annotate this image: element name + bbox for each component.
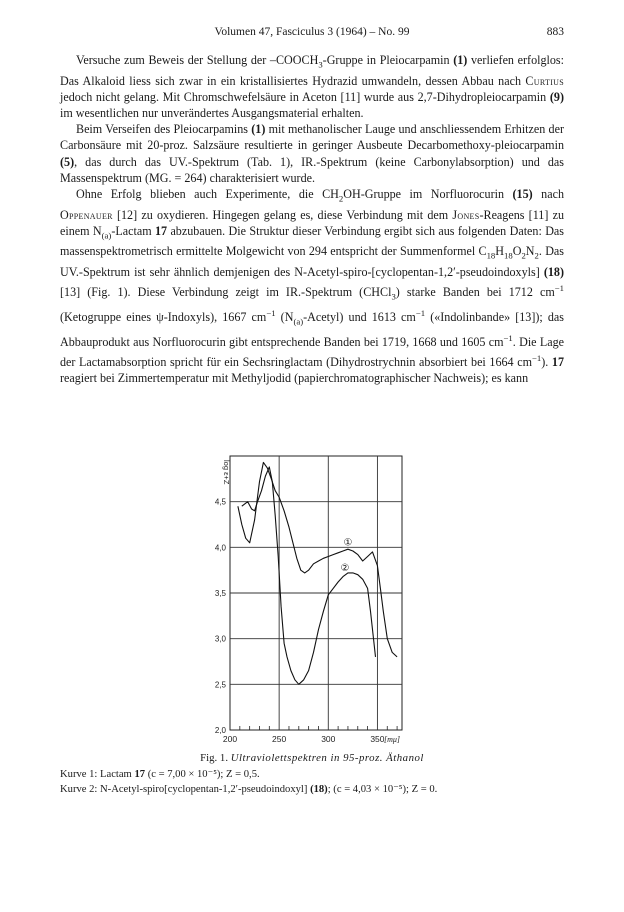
author-name: Curtius [525, 73, 564, 88]
running-header [60, 26, 564, 42]
text-run: -Reagens [11] zu einem N [60, 207, 564, 238]
text-run: Versuche zum Beweis der Stellung der –COOCH [76, 53, 319, 67]
series-label-1: ① [343, 537, 353, 549]
superscript: −1 [531, 352, 542, 363]
text-run: -Gruppe in Pleiocarpamin [322, 53, 454, 67]
subscript: (a) [101, 230, 112, 241]
text-run: OH-Gruppe im Norfluorocurin [343, 187, 513, 202]
paragraph [60, 52, 564, 121]
uv-spectrum-chart [190, 448, 420, 750]
superscript: −1 [554, 283, 564, 294]
curve-2-description [60, 783, 580, 798]
y-tick-label: 2,0 [214, 726, 226, 735]
compound-ref: (1) [251, 122, 266, 137]
subscript: 18 [486, 250, 496, 261]
text-run: mit methanolischer Lauge und anschliessendem Erhitzen der Carbonsäure mit 20-proz. Salzsäure resultierte in geringer Ausbeute Decarbomethoxy-pleiocarpamin [60, 122, 564, 153]
figure-caption [60, 752, 564, 764]
subscript: 2 [534, 250, 539, 261]
text-run: verliefen erfolglos: Das Alkaloid liess sich zwar in ein kristallisiertes Hydrazid umwandeln, dessen Abbau nach [60, 53, 564, 88]
text-run: Beim Verseifen des Pleiocarpamins [76, 122, 252, 137]
text-run: . Die Lage der Lactamabsorption spricht für ein Sechsringlactam (Dihydrostrychnin absorbiert bei 1664 cm [60, 334, 565, 369]
compound-ref: 17 [551, 354, 565, 369]
chart-svg [190, 448, 420, 750]
superscript: −1 [415, 307, 426, 318]
caption-title: Ultraviolettspektren in 95-proz. Äthanol [230, 752, 424, 764]
y-tick-label: 4,5 [214, 497, 226, 507]
y-tick-label: 4,0 [214, 543, 226, 553]
text-run: O [512, 244, 522, 259]
compound-ref: 17 [154, 223, 168, 238]
curve-compound-number: (18) [310, 783, 328, 795]
compound-ref: (1) [453, 53, 468, 67]
author-name: Oppenauer [60, 207, 113, 222]
curve-details: ; (c = 4,03 × 10⁻⁵); Z = 0. [327, 783, 438, 795]
x-tick-label: 350 [370, 734, 385, 744]
text-run: im wesentlichen nur unverändertes Ausgangsmaterial erhalten. [60, 106, 364, 121]
series-line-1 [238, 462, 397, 657]
subscript: 2 [338, 193, 344, 204]
y-tick-label: 3,5 [214, 589, 226, 598]
text-run: abzubauen. Die Struktur dieser Verbindung ergibt sich aus folgenden Daten: Das massenspektrometrisch ermittelte Molgewicht von 294 entspricht der Summenformel C [60, 223, 565, 259]
author-name: Jones [452, 207, 480, 222]
series-label-2: ② [340, 563, 350, 575]
subscript: 18 [504, 250, 513, 261]
caption-prefix: Fig. 1. [200, 752, 229, 764]
x-tick-label: 250 [272, 734, 287, 744]
curve-compound: Lactam [100, 769, 132, 780]
text-run: («Indolinbande» [13]); das Abbauprodukt aus Norfluorocurin gibt entsprechende Banden bei 1719, 1668 und 1605 cm [60, 309, 564, 349]
subscript: 2 [521, 250, 526, 261]
y-axis-label: log ε+Z [222, 460, 231, 485]
journal-title: Volumen 47, Fasciculus 3 (1964) – No. 99 [214, 26, 410, 38]
page-number: 883 [546, 26, 564, 38]
x-tick-label: 200 [222, 734, 238, 744]
curve-1-description [60, 768, 580, 783]
text-run: Ohne Erfolg blieben auch Experimente, die CH [76, 187, 339, 202]
subscript: 3 [318, 59, 323, 70]
text-run: , das durch das UV.-Spektrum (Tab. 1), IR.-Spektrum (keine Carbonylabsorption) und das Massenspektrum (MG. = 264) charakterisiert wurde. [60, 154, 564, 185]
curve-label: Kurve 2: [60, 783, 98, 795]
superscript: −1 [503, 332, 513, 343]
text-run: ). [541, 354, 552, 369]
x-tick-label: 300 [321, 734, 336, 744]
text-run: N [525, 244, 535, 259]
curve-compound-number: 17 [134, 769, 146, 780]
subscript: 3 [391, 291, 396, 302]
text-run: jedoch nicht gelang. Mit Chromschwefelsäure in Aceton [11] wurde aus 2,7-Dihydropleiocarpamin [60, 89, 550, 104]
subscript: (a) [293, 316, 304, 327]
text-run: [12] zu oxydieren. Hingegen gelang es, diese Verbindung mit dem [112, 207, 453, 222]
text-run: [13] (Fig. 1). Diese Verbindung zeigt im IR.-Spektrum (CHCl [60, 285, 392, 300]
body-text [60, 52, 564, 386]
compound-ref: (18) [543, 265, 564, 280]
curve-details: (c = 7,00 × 10⁻⁵); Z = 0,5. [145, 769, 260, 780]
text-run: ) starke Banden bei 1712 cm [395, 285, 555, 300]
text-run: reagiert bei Zimmertemperatur mit Methyljodid (papierchromatographischer Nachweis); es kann [60, 371, 529, 386]
x-axis-label: [mμ] [383, 735, 400, 744]
curve-compound: N-Acetyl-spiro[cyclopentan-1,2′-pseudoindoxyl] [100, 783, 308, 795]
curve-legend [60, 768, 580, 797]
text-run: nach [532, 187, 564, 202]
y-tick-label: 3,0 [214, 634, 226, 644]
curve-label: Kurve 1: [60, 769, 98, 780]
text-run: (Ketogruppe eines ψ-Indoxyls), 1667 cm [60, 309, 267, 324]
text-run: H [495, 244, 504, 259]
superscript: −1 [266, 307, 276, 318]
text-run: -Lactam [111, 223, 155, 238]
series-line-2 [242, 467, 376, 684]
text-run: . Das UV.-Spektrum ist sehr ähnlich demjenigen des N-Acetyl-spiro-[cyclopentan-1,2′-pseudoindoxyls] [60, 244, 564, 280]
compound-ref: (9) [549, 89, 564, 104]
text-run: -Acetyl) und 1613 cm [303, 309, 416, 324]
compound-ref: (15) [512, 187, 533, 202]
y-tick-label: 2,5 [214, 680, 226, 690]
paragraph [60, 121, 564, 186]
compound-ref: (5) [60, 154, 75, 169]
text-run: (N [275, 309, 294, 324]
paragraph [60, 186, 564, 386]
